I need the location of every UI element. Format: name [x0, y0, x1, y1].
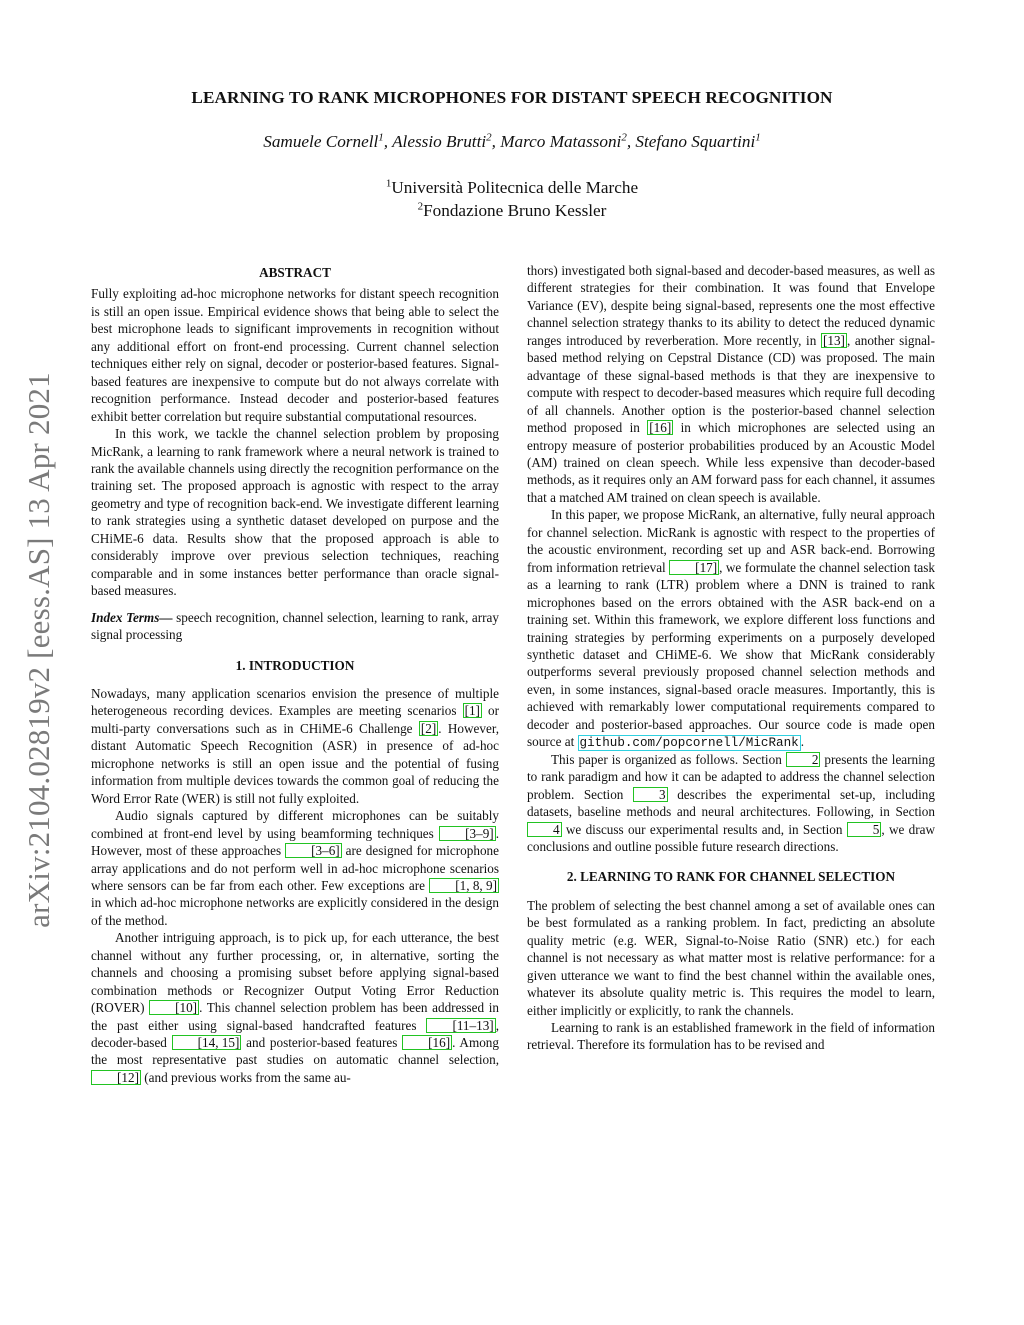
body-paragraph: In this paper, we propose MicRank, an alternative, fully neural approach for channel selection. MicRank is agnostic with respect to the properties of the acoustic environment, recording set up and ASR back-end. Borrowing from information retrieval [17] , we formulate the channel selection task as a learning to rank (LTR) problem where a DNN is trained to rank microphones based on the errors obtained with the ASR back-end on a training set. Within this framework, we explore different loss functions and training strategies by performing experiments on a purposely developed synthetic dataset and CHiME-6. We show that MicRank considerably outperforms several previously proposed channel selection methods and even, in some instances, signal-based oracle measures. Importantly, this is achieved with remarkably lower computational requirements compared to decoder and posterior-based approaches. Our source code is made open source at github.com/popcornell/MicRank . — [527, 507, 935, 751]
citation-link[interactable]: [3–6] — [285, 843, 342, 858]
intro-paragraph: Audio signals captured by different microphones can be suitably combined at front-end level by using beamforming techniques [3–9] . However, most of these approaches [3–6] are designed for microphone array applications and do not perform well in ad-hoc microphone scenarios where sensors can be far from each other. Few exceptions are [1, 8, 9] in which ad-hoc microphone networks are explicitly considered in the design of the method. — [91, 808, 499, 928]
body-paragraph: This paper is organized as follows. Section 2 presents the learning to rank paradigm and how it can be adapted to address the channel selection problem. Section 3 describes the experimental set-up, including datasets, baseline methods and neural architectures. Following, in Section 4 we discuss our experimental results and, in Section 5 , we draw conclusions and outline possible future research directions. — [527, 751, 935, 854]
author-name: Samuele Cornell — [263, 132, 379, 151]
left-column — [91, 262, 499, 1086]
affiliation: $^2$Fondazione Bruno Kessler — [417, 200, 607, 220]
intro-paragraph: Nowadays, many application scenarios envision the presence of multiple heterogeneous recording devices. Examples are meeting scenarios [1] or multi-party conversations such as in CHiME-6 Challenge [2] . However, distant Automatic Speech Recognition (ASR) in presence of ad-hoc microphone networks is still an open issue and the potential of fusing information from multiple devices towards the common goal of reducing the Word Error Rate (WER) is still not fully exploited. — [91, 685, 499, 806]
citation-link[interactable]: [16] — [649, 420, 672, 436]
citation-link[interactable]: [1] — [464, 703, 480, 719]
section-link[interactable]: 3 — [633, 787, 668, 802]
index-terms: Index Terms— speech recognition, channel selection, learning to rank, array signal processing — [91, 609, 499, 643]
citation-link[interactable]: [11–13] — [426, 1018, 495, 1033]
author-affil-mark: 1 — [378, 131, 384, 144]
author-name: Alessio Brutti — [392, 132, 487, 151]
citation-link[interactable]: [10] — [149, 1000, 199, 1015]
citation-link[interactable]: [1, 8, 9] — [429, 878, 499, 893]
citation-link[interactable]: [2] — [420, 720, 437, 736]
arxiv-sidebar — [8, 345, 70, 955]
index-terms-label: Index Terms— — [91, 609, 173, 625]
affiliation-list — [0, 176, 1024, 222]
citation-link[interactable]: [17] — [669, 560, 719, 575]
citation-link[interactable]: [14, 15] — [172, 1035, 242, 1050]
abstract-paragraph: Fully exploiting ad-hoc microphone networks for distant speech recognition is still an open issue. Empirical evidence shows that being able to select the best microphone leads to significant improvements in recognition without any additional effort on front-end processing. Current channel selection techniques either rely on signal, decoder or posterior-based features. Signal-based features are inexpensive to compute but do not always correlate with recognition performance. Instead decoder and posterior-based features exhibit better correlation but require substantial computational resources. — [91, 286, 499, 424]
body-paragraph: The problem of selecting the best channel among a set of available ones can be best formulated as a ranking problem. In fact, predicting an absolute quality metric (e.g. WER, Signal-to-Noise Ratio (SNR) etc.) for each channel is not necessary as what matter most is relative performance: for a given utterance we want to find the best channel within the available ones, whatever its absolute quality metric is. This requires the model to learn, either implicitly or explicitly, to rank the channels. — [527, 897, 935, 1018]
abstract-paragraph: In this work, we tackle the channel selection problem by proposing MicRank, a learning to rank framework where a neural network is trained to rank the available channels using directly the recognition performance on the training set. The proposed approach is agnostic with respect to the array geometry and type of recognition back-end. We investigate different learning to rank strategies using a synthetic dataset developed on purpose and the CHiME-6 data. Results show that the proposed approach is able to considerably improve over previous selection techniques, reaching comparable and in some instances better performance than oracle signal-based measures. — [91, 426, 499, 599]
intro-paragraph: Another intriguing approach, is to pick up, for each utterance, the best channel without any further processing, or, in alternative, sorting the channels and choosing a promising subset before applying signal-based combination methods or Recognizer Output Voting Error Reduction (ROVER) [10] . This channel selection problem has been addressed in the past either using signal-based handcrafted features [11–13] , decoder-based [14, 15] and posterior-based features [16] . Among the most representative past studies on automatic channel selection, [12] (and previous works from the same au- — [91, 930, 499, 1085]
citation-link[interactable]: [16] — [402, 1035, 452, 1050]
source-code-link[interactable]: github.com/popcornell/MicRank — [579, 736, 799, 751]
author-name: Marco Matassoni — [500, 132, 622, 151]
citation-link[interactable]: [3–9] — [439, 826, 496, 841]
author-name: Stefano Squartini — [635, 132, 756, 151]
citation-link[interactable]: [13] — [822, 332, 845, 348]
author-affil-mark: 1 — [755, 131, 761, 144]
author-affil-mark: 2 — [486, 131, 492, 144]
affiliation: $^1$Università Politecnica delle Marche — [385, 177, 639, 197]
section-heading-introduction: 1. INTRODUCTION — [235, 657, 355, 673]
section-link[interactable]: 4 — [527, 822, 562, 837]
author-affil-mark: 2 — [621, 131, 627, 144]
arxiv-identifier: arXiv:2104.02819v2 [eess.AS] 13 Apr 2021 — [21, 372, 56, 928]
author-list: Samuele Cornell$^1$, Alessio Brutti$^2$, Marco Matassoni$^2$, Stefano Squartini$^1$ — [263, 131, 761, 151]
section-heading-learning-to-rank: 2. LEARNING TO RANK FOR CHANNEL SELECTION — [566, 869, 896, 885]
abstract-heading: ABSTRACT — [259, 265, 331, 280]
section-link[interactable]: 5 — [847, 822, 882, 837]
paper-title: LEARNING TO RANK MICROPHONES FOR DISTANT SPEECH RECOGNITION — [191, 88, 833, 107]
body-paragraph: thors) investigated both signal-based and decoder-based measures, as well as different strategies for their combination. It was found that Envelope Variance (EV), despite being signal-based, represents one the most effective channel selection strategy thanks to its ability to detect the reduced dynamic ranges introduced by reverberation. More recently, in [13] , another signal-based method relying on Cepstral Distance (CD) was proposed. The main advantage of these signal-based methods is that they are inexpensive to compute with respect to decoder-based measures which require full decoding of all channels. Another option is the posterior-based channel selection method proposed in [16] in which microphones are selected using an entropy measure of posterior probabilities produced by an Acoustic Model (AM) trained on clean speech. While less expensive than decoder-based methods, as it requires only an AM forward pass for each channel, it assumes that a matched AM trained on clean speech is available. — [527, 263, 935, 505]
citation-link[interactable]: [12] — [91, 1070, 141, 1085]
right-column — [527, 262, 935, 1054]
section-link[interactable]: 2 — [786, 752, 821, 767]
body-paragraph: Learning to rank is an established framework in the field of information retrieval. Therefore its formulation has to be revised and — [527, 1020, 935, 1053]
